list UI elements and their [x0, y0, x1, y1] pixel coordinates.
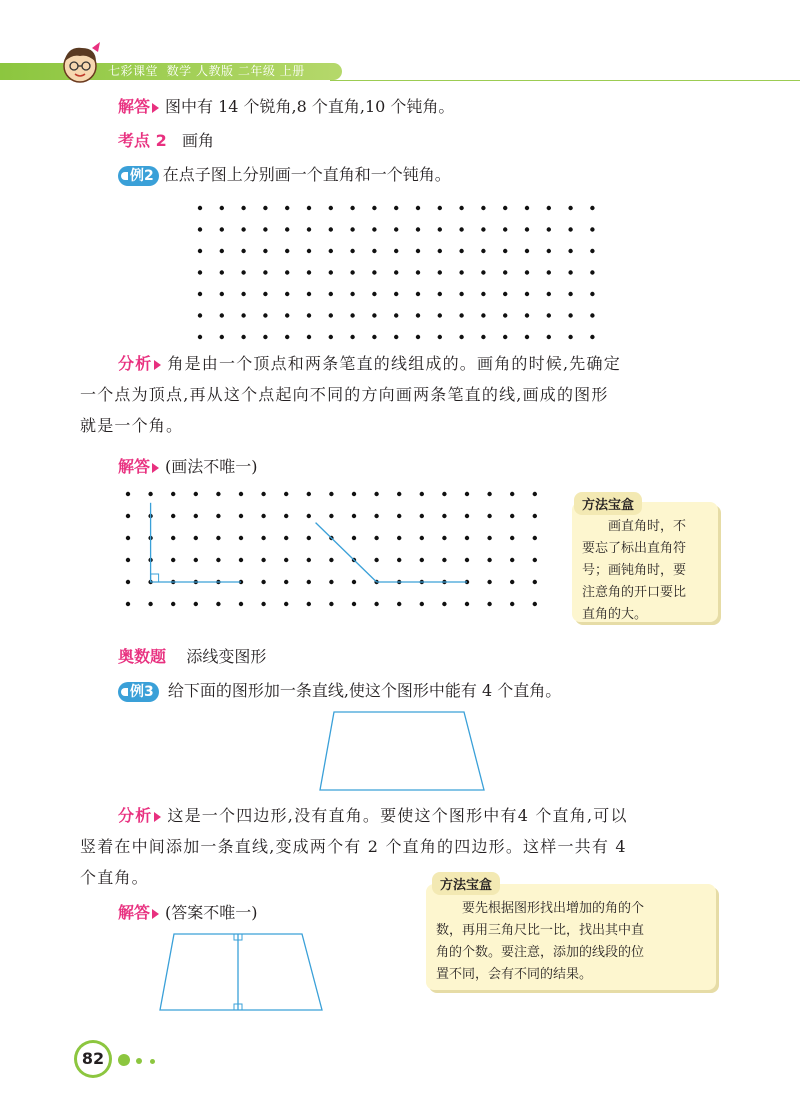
analysis-2-line-2: 竖着在中间添加一条直线,变成两个有 2 个直角的四边形。这样一共有 4	[80, 837, 627, 856]
grid-dot	[525, 270, 529, 274]
grid-dot	[350, 313, 354, 317]
grid-dot	[171, 536, 175, 540]
grade: 二年级	[237, 64, 276, 78]
volume: 上册	[279, 64, 305, 78]
tip-2-line-2: 数，再用三角尺比一比，找出其中直	[436, 923, 645, 938]
grid-dot	[126, 536, 130, 540]
analysis-label: 分析	[118, 354, 153, 373]
grid-dot	[198, 206, 202, 210]
grid-dot	[263, 249, 267, 253]
grid-dot	[171, 602, 175, 606]
page-number-badge	[74, 1040, 112, 1078]
page-dot-icon	[136, 1058, 142, 1064]
grid-dot	[416, 206, 420, 210]
grid-dot	[420, 514, 424, 518]
grid-dot	[329, 492, 333, 496]
grid-dot	[307, 313, 311, 317]
grid-dot	[459, 292, 463, 296]
grid-dot	[487, 514, 491, 518]
triangle-icon	[152, 103, 159, 113]
grid-dot	[420, 492, 424, 496]
obtuse-angle-arm	[316, 523, 377, 582]
analysis-1-line-3: 就是一个角。	[80, 416, 184, 435]
grid-dot	[590, 292, 594, 296]
grid-dot	[329, 270, 333, 274]
answer-label: 解答	[118, 97, 151, 116]
grid-dot	[285, 206, 289, 210]
grid-dot	[350, 292, 354, 296]
page-dot-icon	[150, 1059, 155, 1064]
kaodian-label: 考点 2	[118, 131, 167, 150]
grid-dot	[372, 206, 376, 210]
grid-dot	[352, 536, 356, 540]
grid-dot	[220, 227, 224, 231]
grid-dot	[307, 206, 311, 210]
grid-dot	[220, 292, 224, 296]
grid-dot	[198, 292, 202, 296]
tip-1-line-1: 画直角时，不	[608, 519, 687, 534]
grid-dot	[239, 602, 243, 606]
grid-dot	[284, 602, 288, 606]
grid-dot	[533, 536, 537, 540]
book-title: 七彩课堂	[108, 64, 159, 78]
grid-dot	[420, 602, 424, 606]
example-3	[118, 676, 561, 706]
grid-dot	[198, 270, 202, 274]
grid-dot	[503, 249, 507, 253]
grid-dot	[329, 249, 333, 253]
grid-dot	[285, 270, 289, 274]
analysis-2	[80, 800, 730, 893]
grid-dot	[285, 313, 289, 317]
example-2	[118, 160, 451, 190]
grid-dot	[148, 602, 152, 606]
grid-dot	[394, 206, 398, 210]
grid-dot	[416, 270, 420, 274]
grid-dot	[510, 558, 514, 562]
grid-dot	[510, 492, 514, 496]
grid-dot	[148, 492, 152, 496]
grid-dot	[416, 227, 420, 231]
grid-dot	[510, 514, 514, 518]
answer-3-text: (答案不唯一)	[165, 903, 258, 922]
grid-dot	[503, 292, 507, 296]
grid-dot	[194, 514, 198, 518]
answer-2	[118, 452, 258, 482]
grid-dot	[487, 536, 491, 540]
tip-box-1	[572, 502, 718, 622]
grid-dot	[465, 514, 469, 518]
analysis-2-line-3: 个直角。	[80, 868, 149, 887]
grid-dot	[307, 536, 311, 540]
grid-dot	[416, 249, 420, 253]
grid-dot	[220, 270, 224, 274]
grid-dot	[503, 335, 507, 339]
grid-dot	[547, 292, 551, 296]
tip-box-2	[426, 884, 716, 990]
grid-dot	[459, 249, 463, 253]
grid-dot	[263, 227, 267, 231]
grid-dot	[568, 292, 572, 296]
grid-dot	[459, 313, 463, 317]
grid-dot	[394, 313, 398, 317]
grid-dot	[487, 558, 491, 562]
tip-2-line-1: 要先根据图形找出增加的角的个	[462, 901, 645, 916]
grid-dot	[394, 270, 398, 274]
grid-dot	[198, 249, 202, 253]
grid-dot	[420, 558, 424, 562]
grid-dot	[216, 536, 220, 540]
grid-dot	[194, 492, 198, 496]
grid-dot	[239, 492, 243, 496]
grid-dot	[525, 227, 529, 231]
grid-dot	[285, 292, 289, 296]
grid-dot	[590, 313, 594, 317]
grid-dot	[329, 206, 333, 210]
grid-dot	[372, 227, 376, 231]
example-3-badge: 例3	[118, 682, 159, 702]
grid-dot	[126, 514, 130, 518]
grid-dot	[263, 313, 267, 317]
example-2-text: 在点子图上分别画一个直角和一个钝角。	[162, 165, 451, 184]
page-dot-icon	[118, 1054, 130, 1066]
grid-dot	[329, 602, 333, 606]
grid-dot	[590, 227, 594, 231]
grid-dot	[442, 558, 446, 562]
grid-dot	[481, 227, 485, 231]
grid-dot	[481, 313, 485, 317]
grid-dot	[220, 206, 224, 210]
grid-dot	[394, 335, 398, 339]
tip-1-line-4: 注意角的开口要比	[582, 585, 687, 600]
grid-dot	[329, 514, 333, 518]
grid-dot	[503, 313, 507, 317]
analysis-1-line-1: 角是由一个顶点和两条笔直的线组成的。画角的时候,先确定	[167, 354, 621, 373]
grid-dot	[241, 270, 245, 274]
grid-dot	[397, 558, 401, 562]
edition: 人教版	[196, 64, 234, 78]
grid-dot	[459, 206, 463, 210]
grid-dot	[397, 514, 401, 518]
grid-dot	[533, 514, 537, 518]
grid-dot	[307, 292, 311, 296]
grid-dot	[547, 206, 551, 210]
grid-dot	[547, 227, 551, 231]
grid-dot	[590, 206, 594, 210]
grid-dot	[547, 335, 551, 339]
grid-dot	[241, 206, 245, 210]
grid-dot	[547, 270, 551, 274]
grid-dot	[194, 536, 198, 540]
grid-dot	[261, 514, 265, 518]
grid-dot	[263, 206, 267, 210]
grid-dot	[329, 335, 333, 339]
grid-dot	[438, 249, 442, 253]
grid-dot	[510, 602, 514, 606]
grid-dot	[459, 335, 463, 339]
grid-dot	[525, 249, 529, 253]
grid-dot	[374, 492, 378, 496]
grid-dot	[510, 536, 514, 540]
header-title	[108, 63, 305, 80]
grid-dot	[397, 536, 401, 540]
grid-dot	[220, 249, 224, 253]
tip-2-line-4: 置不同，会有不同的结果。	[436, 967, 593, 982]
grid-dot	[374, 602, 378, 606]
grid-dot	[533, 492, 537, 496]
grid-dot	[263, 335, 267, 339]
grid-dot	[374, 514, 378, 518]
grid-dot	[487, 580, 491, 584]
olympiad-label: 奥数题	[118, 647, 167, 666]
grid-dot	[374, 536, 378, 540]
example-2-badge: 例2	[118, 166, 159, 186]
analysis-2-line-1: 这是一个四边形,没有直角。要使这个图形中有4 个直角,可以	[167, 806, 628, 825]
answer-label: 解答	[118, 457, 151, 476]
grid-dot	[568, 249, 572, 253]
grid-dot	[459, 270, 463, 274]
analysis-1-line-2: 一个点为顶点,再从这个点起向不同的方向画两条笔直的线,画成的图形	[80, 385, 609, 404]
grid-dot	[194, 602, 198, 606]
grid-dot	[350, 206, 354, 210]
grid-dot	[459, 227, 463, 231]
grid-dot	[590, 335, 594, 339]
mascot-icon	[52, 40, 108, 86]
grid-dot	[394, 227, 398, 231]
grid-dot	[171, 492, 175, 496]
subject: 数学	[166, 64, 192, 78]
grid-dot	[171, 514, 175, 518]
grid-dot	[216, 558, 220, 562]
grid-dot	[568, 227, 572, 231]
grid-dot	[525, 313, 529, 317]
grid-dot	[487, 602, 491, 606]
grid-dot	[307, 335, 311, 339]
grid-dot	[533, 558, 537, 562]
grid-dot	[261, 580, 265, 584]
grid-dot	[372, 313, 376, 317]
grid-dot	[510, 580, 514, 584]
grid-dot	[307, 602, 311, 606]
grid-dot	[284, 536, 288, 540]
grid-dot	[525, 292, 529, 296]
grid-dot	[397, 492, 401, 496]
grid-dot	[465, 602, 469, 606]
grid-dot	[372, 292, 376, 296]
grid-dot	[481, 270, 485, 274]
grid-dot	[416, 335, 420, 339]
grid-dot	[416, 313, 420, 317]
grid-dot	[352, 580, 356, 584]
grid-dot	[533, 602, 537, 606]
grid-dot	[481, 292, 485, 296]
grid-dot	[352, 514, 356, 518]
grid-dot	[590, 270, 594, 274]
triangle-icon	[152, 909, 159, 919]
grid-dot	[352, 602, 356, 606]
grid-dot	[503, 227, 507, 231]
grid-dot	[216, 514, 220, 518]
grid-dot	[503, 206, 507, 210]
example-3-text: 给下面的图形加一条直线,使这个图形中能有 4 个直角。	[167, 681, 562, 700]
answer-1	[118, 92, 454, 122]
grid-dot	[261, 558, 265, 562]
triangle-icon	[154, 360, 161, 370]
grid-dot	[241, 313, 245, 317]
grid-dot	[503, 270, 507, 274]
grid-dot	[481, 206, 485, 210]
grid-dot	[547, 249, 551, 253]
trapezoid-question	[312, 708, 492, 794]
grid-dot	[568, 206, 572, 210]
grid-dot	[220, 313, 224, 317]
grid-dot	[487, 492, 491, 496]
grid-dot	[194, 558, 198, 562]
grid-dot	[568, 270, 572, 274]
grid-dot	[307, 492, 311, 496]
header-rule	[330, 80, 800, 81]
grid-dot	[465, 558, 469, 562]
grid-dot	[285, 335, 289, 339]
grid-dot	[442, 602, 446, 606]
page-number: 82	[77, 1043, 109, 1075]
grid-dot	[239, 558, 243, 562]
olympiad-title: 添线变图形	[186, 647, 267, 666]
triangle-icon	[152, 463, 159, 473]
grid-dot	[416, 292, 420, 296]
kaodian-heading	[118, 126, 214, 156]
grid-dot	[438, 313, 442, 317]
grid-dot	[442, 536, 446, 540]
grid-dot	[394, 249, 398, 253]
tip-1-line-2: 要忘了标出直角符	[582, 541, 687, 556]
grid-dot	[590, 249, 594, 253]
grid-dot	[329, 227, 333, 231]
grid-dot	[329, 313, 333, 317]
grid-dot	[438, 206, 442, 210]
answer-2-text: (画法不唯一)	[165, 457, 258, 476]
tip-2-line-3: 角的个数。要注意，添加的线段的位	[436, 945, 645, 960]
grid-dot	[438, 335, 442, 339]
grid-dot	[126, 580, 130, 584]
grid-dot	[284, 514, 288, 518]
grid-dot	[438, 270, 442, 274]
tip-1-line-3: 号；画钝角时，要	[582, 563, 687, 578]
grid-dot	[171, 558, 175, 562]
grid-dot	[261, 536, 265, 540]
grid-dot	[307, 227, 311, 231]
grid-dot	[307, 580, 311, 584]
triangle-icon	[154, 812, 161, 822]
grid-dot	[372, 249, 376, 253]
grid-dot	[465, 492, 469, 496]
grid-dot	[220, 335, 224, 339]
grid-dot	[285, 249, 289, 253]
grid-dot	[216, 492, 220, 496]
grid-dot	[284, 580, 288, 584]
grid-dot	[525, 335, 529, 339]
kaodian-title: 画角	[181, 131, 214, 150]
grid-dot	[420, 536, 424, 540]
grid-dot	[261, 602, 265, 606]
grid-dot	[350, 227, 354, 231]
grid-dot	[307, 270, 311, 274]
grid-dot	[263, 270, 267, 274]
grid-dot	[126, 558, 130, 562]
tip-1-line-5: 直角的大。	[582, 607, 648, 622]
grid-dot	[126, 602, 130, 606]
grid-dot	[329, 558, 333, 562]
grid-dot	[394, 292, 398, 296]
grid-dot	[198, 335, 202, 339]
grid-dot	[329, 580, 333, 584]
grid-dot	[284, 492, 288, 496]
grid-dot	[442, 492, 446, 496]
grid-dot	[442, 514, 446, 518]
grid-dot	[126, 492, 130, 496]
answer-label: 解答	[118, 903, 151, 922]
grid-dot	[241, 335, 245, 339]
grid-dot	[352, 492, 356, 496]
grid-dot	[307, 249, 311, 253]
grid-dot	[465, 536, 469, 540]
grid-dot	[547, 313, 551, 317]
grid-dot	[285, 227, 289, 231]
analysis-label: 分析	[118, 806, 153, 825]
grid-dot	[329, 292, 333, 296]
dot-grid-question	[190, 198, 610, 343]
grid-dot	[568, 335, 572, 339]
grid-dot	[263, 292, 267, 296]
grid-dot	[241, 292, 245, 296]
tip-1-title: 方法宝盒	[574, 492, 642, 515]
grid-dot	[350, 270, 354, 274]
grid-dot	[198, 313, 202, 317]
dot-grid-answer	[118, 484, 558, 614]
grid-dot	[481, 249, 485, 253]
grid-dot	[284, 558, 288, 562]
answer-1-text: 图中有 14 个锐角,8 个直角,10 个钝角。	[165, 97, 455, 116]
grid-dot	[307, 514, 311, 518]
answer-3	[118, 898, 258, 928]
tip-2-title: 方法宝盒	[432, 872, 500, 895]
grid-dot	[350, 249, 354, 253]
grid-dot	[239, 514, 243, 518]
grid-dot	[525, 206, 529, 210]
grid-dot	[216, 602, 220, 606]
grid-dot	[241, 227, 245, 231]
grid-dot	[438, 227, 442, 231]
grid-dot	[261, 492, 265, 496]
grid-dot	[438, 292, 442, 296]
grid-dot	[372, 270, 376, 274]
grid-dot	[307, 558, 311, 562]
grid-dot	[397, 602, 401, 606]
trapezoid-answer	[152, 930, 332, 1014]
grid-dot	[241, 249, 245, 253]
grid-dot	[481, 335, 485, 339]
grid-dot	[374, 558, 378, 562]
grid-dot	[239, 536, 243, 540]
grid-dot	[372, 335, 376, 339]
grid-dot	[198, 227, 202, 231]
grid-dot	[568, 313, 572, 317]
grid-dot	[533, 580, 537, 584]
olympiad-heading	[118, 642, 266, 672]
grid-dot	[350, 335, 354, 339]
analysis-1	[80, 348, 730, 441]
